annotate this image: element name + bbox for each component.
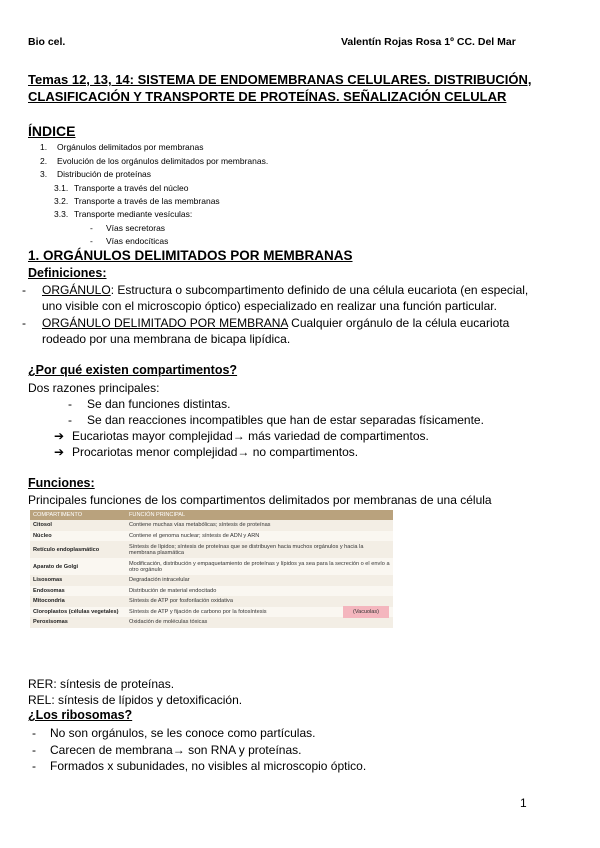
table-row [30,558,393,575]
table-row [30,531,393,542]
vacuolas-badge: (Vacuolas) [343,606,389,618]
bullet-dash: - [22,316,26,330]
ribosome-item: Formados x subunidades, no visibles al microscopio óptico. [50,759,367,773]
definition-text-line: rodeado por una membrana de bicapa lipídica. [42,332,291,346]
reason-item: Se dan funciones distintas. [87,397,231,411]
index-num: 3.3. [54,209,69,219]
compartments-intro: Dos razones principales: [28,381,160,395]
definition-organulo-membrana [42,315,509,331]
index-num: 2. [40,156,48,166]
definition-text-line: uno visible con el microscopio óptico) especializado en realizar una función particular. [42,299,497,313]
table-cell: Retículo endoplasmático [30,541,126,558]
functions-heading: Funciones: [28,476,95,490]
table-cell: Síntesis de ATP por fosforilación oxidativa [126,596,393,607]
definition-text: : Estructura o subcompartimento definido de una célula eucariota (en especial, [110,283,529,297]
table-row [30,586,393,597]
table-cell: Núcleo [30,531,126,542]
table-cell: Aparato de Golgi [30,558,126,575]
table-cell: Citosol [30,520,126,531]
table-cell: Oxidación de moléculas tóxicas [126,617,393,628]
arrow-icon: ➔ [54,445,65,459]
functions-table [30,510,393,628]
table-cell: Distribución de material endocitado [126,586,393,597]
definition-text: Cualquier orgánulo de la célula eucariota [287,316,510,330]
bullet-dash: - [68,397,72,411]
functions-intro: Principales funciones de los compartimentos delimitados por membranas de una célula [28,493,492,507]
header-author: Valentín Rojas Rosa 1º CC. Del Mar [341,36,516,48]
table-row [30,520,393,531]
bullet-dash: - [68,413,72,427]
term-organulo-membrana: ORGÁNULO DELIMITADO POR MEMBRANA [42,316,288,330]
table-cell: Contiene el genoma nuclear; síntesis de ADN y ARN [126,531,393,542]
ribosome-item: Carecen de membrana→ son RNA y proteínas. [50,743,302,757]
index-num: 1. [40,142,48,152]
arrow-item: Eucariotas mayor complejidad→ más variedad de compartimentos. [72,429,429,443]
arrow-icon: ➔ [54,429,65,443]
index-item: Evolución de los orgánulos delimitados por membranas. [57,156,269,166]
index-item: Orgánulos delimitados por membranas [57,142,204,152]
table-row [30,617,393,628]
definitions-heading: Definiciones: [28,266,107,280]
bullet-dash: - [32,759,36,773]
table-header: COMPARTIMENTO [30,510,126,520]
table-row [30,575,393,586]
reason-item: Se dan reacciones incompatibles que han de estar separadas físicamente. [87,413,484,427]
page-number: 1 [520,796,527,810]
header-course: Bio cel. [28,36,66,48]
bullet-dash: - [32,743,36,757]
index-item: Vías secretoras [106,223,166,233]
bullet-dash: - [22,283,26,297]
index-item: Transporte mediante vesículas: [74,209,193,219]
table-cell: Cloroplastos (células vegetales) [30,607,126,618]
table-cell: Síntesis de ATP y fijación de carbono por la fotosíntesis [126,607,393,618]
note-rel: REL: síntesis de lípidos y detoxificación. [28,693,243,707]
ribosome-item: No son orgánulos, se les conoce como partículas. [50,726,316,740]
definition-organulo [42,282,528,298]
table-header: FUNCIÓN PRINCIPAL [126,510,393,520]
index-num: - [90,236,93,246]
bullet-dash: - [32,726,36,740]
index-num: 3. [40,169,48,179]
index-heading: ÍNDICE [28,123,76,139]
index-item: Transporte a través de las membranas [74,196,220,206]
index-num: 3.2. [54,196,69,206]
note-rer: RER: síntesis de proteínas. [28,677,175,691]
table-row [30,596,393,607]
table-cell: Endosomas [30,586,126,597]
table-cell: Modificación, distribución y empaquetamiento de proteínas y lípidos ya sea para la secreción o el envío a otro orgánulo [126,558,393,575]
index-item: Vías endocíticas [106,236,169,246]
page-title: Temas 12, 13, 14: SISTEMA DE ENDOMEMBRANAS CELULARES. DISTRIBUCIÓN, CLASIFICACIÓN Y TRANSPORTE DE PROTEÍNAS. SEÑALIZACIÓN CELULAR [28,72,532,104]
arrow-item: Procariotas menor complejidad→ no compartimentos. [72,445,359,459]
table-cell: Lisosomas [30,575,126,586]
index-item: Distribución de proteínas [57,169,152,179]
table-cell: Peroxisomas [30,617,126,628]
table-header-row [30,510,393,520]
table-cell: Degradación intracelular [126,575,393,586]
section1-heading: 1. ORGÁNULOS DELIMITADOS POR MEMBRANAS [28,248,353,263]
ribosomes-heading: ¿Los ribosomas? [28,708,133,722]
table-cell: Síntesis de lípidos; síntesis de proteínas que se distribuyen hacia muchos orgánulos y hacia la membrana plasmática [126,541,393,558]
table-cell: Mitocondria [30,596,126,607]
term-organulo: ORGÁNULO [42,283,111,297]
table-row [30,607,393,618]
table-cell: Contiene muchas vías metabólicas; síntesis de proteínas [126,520,393,531]
compartments-heading: ¿Por qué existen compartimentos? [28,363,238,377]
table-row [30,541,393,558]
index-num: 3.1. [54,183,69,193]
index-num: - [90,223,93,233]
index-item: Transporte a través del núcleo [74,183,189,193]
